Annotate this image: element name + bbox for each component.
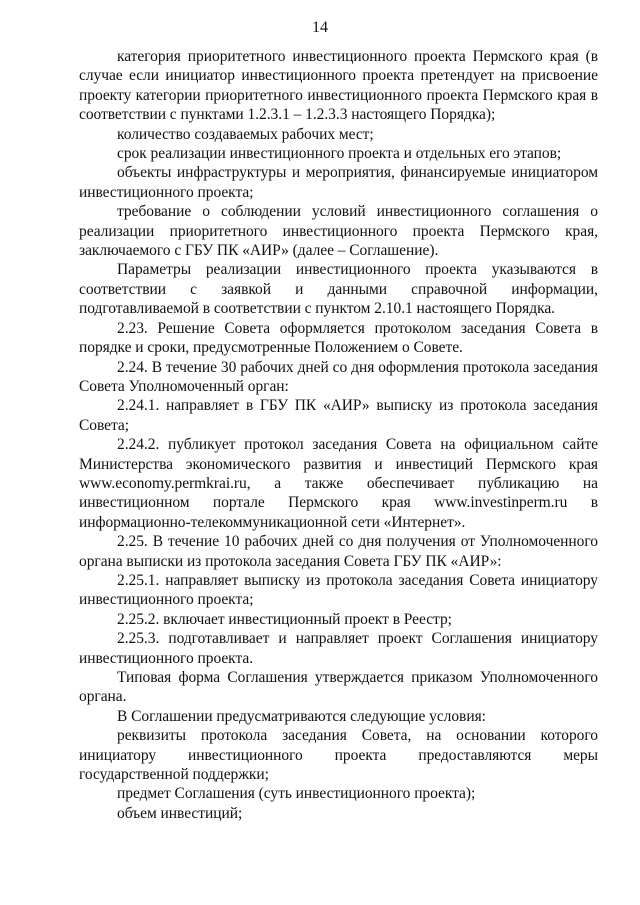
paragraph-2-25: 2.25. В течение 10 рабочих дней со дня получения от Уполномоченного органа выписки из протокола заседания Совета ГБУ ПК «АИР»:: [79, 533, 598, 570]
paragraph-project-term: срок реализации инвестиционного проекта и отдельных его этапов;: [117, 145, 562, 163]
paragraph-2-24-2: 2.24.2. публикует протокол заседания Совета на официальном сайте Министерства экономического развития и инвестиций Пермского края www.economy.permkrai.ru, а также обеспечивает публикацию на инвестиционном портале Пермского края www.investinperm.ru в информационно-телекоммуникационной сети «Интернет».: [79, 436, 598, 531]
paragraph-2-24: 2.24. В течение 30 рабочих дней со дня оформления протокола заседания Совета Уполномоченный орган:: [79, 358, 598, 395]
paragraph-priority-category: категория приоритетного инвестиционного проекта Пермского края (в случае если инициатор инвестиционного проекта претендует на присвоение проекту категории приоритетного инвестиционного проекта Пермского края в соответствии с пунктами 1.2.3.1 – 1.2.3.3 настоящего Порядка);: [79, 48, 598, 124]
paragraph-investment-volume: объем инвестиций;: [117, 804, 243, 822]
paragraph-2-25-3: 2.25.3. подготавливает и направляет проект Соглашения инициатору инвестиционного проекта.: [79, 630, 598, 667]
paragraph-agreement-requirement: требование о соблюдении условий инвестиционного соглашения о реализации приоритетного инвестиционного проекта Пермского края, заключаемого с ГБУ ПК «АИР» (далее – Соглашение).: [79, 203, 598, 260]
paragraph-2-24-1: 2.24.1. направляет в ГБУ ПК «АИР» выписку из протокола заседания Совета;: [79, 397, 598, 434]
paragraph-protocol-details: реквизиты протокола заседания Совета, на основании которого инициатору инвестиционного проекта предоставляются меры государственной поддержки;: [79, 727, 598, 784]
paragraph-2-23: 2.23. Решение Совета оформляется протоколом заседания Совета в порядке и сроки, предусмотренные Положением о Совете.: [79, 319, 598, 357]
paragraph-standard-form: Типовая форма Соглашения утверждается приказом Уполномоченного органа.: [79, 669, 598, 706]
paragraph-parameters: Параметры реализации инвестиционного проекта указываются в соответствии с заявкой и данными справочной информации, подготавливаемой в соответствии с пунктом 2.10.1 настоящего Порядка.: [79, 261, 598, 318]
paragraph-agreement-subject: предмет Соглашения (суть инвестиционного проекта);: [117, 785, 476, 803]
paragraph-2-25-2: 2.25.2. включает инвестиционный проект в Реестр;: [117, 610, 452, 628]
paragraph-agreement-conditions: В Соглашении предусматриваются следующие условия:: [117, 707, 486, 725]
paragraph-infrastructure: объекты инфраструктуры и мероприятия, финансируемые инициатором инвестиционного проекта;: [79, 164, 598, 201]
page-number: 14: [312, 19, 328, 36]
paragraph-2-25-1: 2.25.1. направляет выписку из протокола заседания Совета инициатору инвестиционного проекта;: [79, 571, 598, 609]
paragraph-jobs-count: количество создаваемых рабочих мест;: [117, 125, 374, 143]
document-body: [79, 47, 598, 823]
